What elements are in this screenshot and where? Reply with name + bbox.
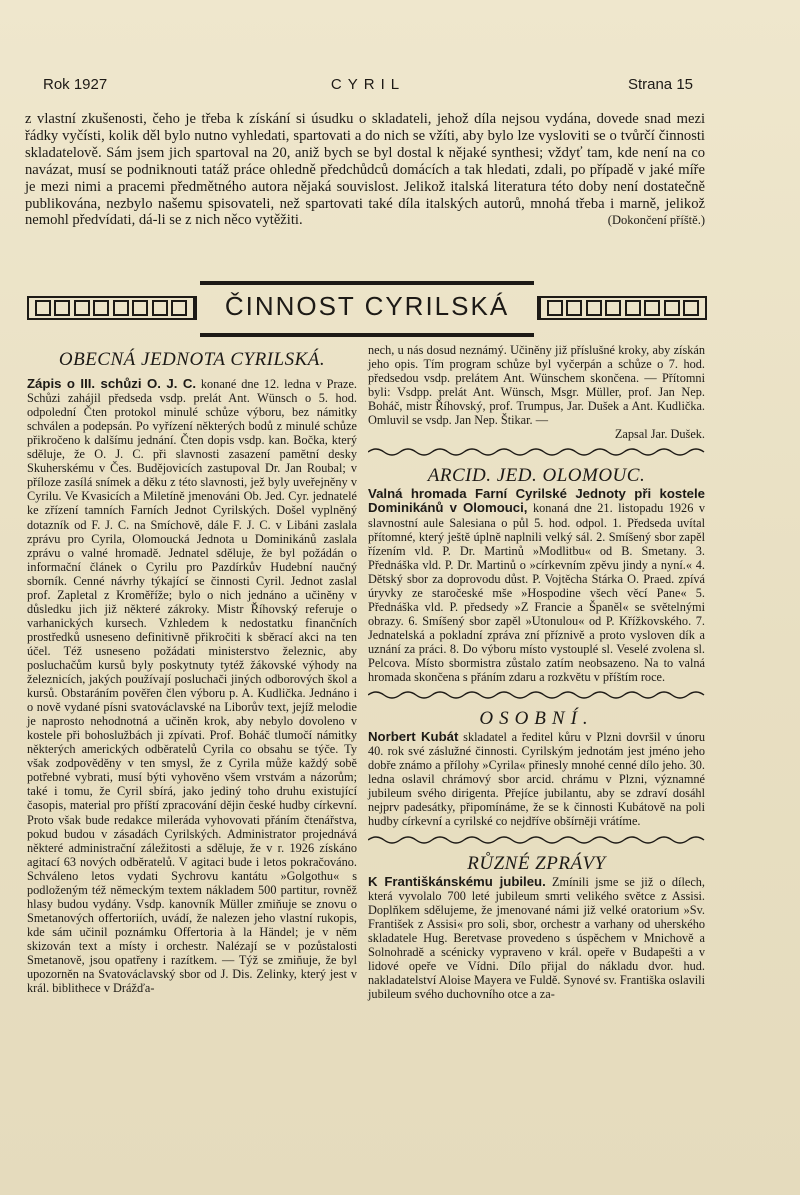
signature: Zapsal Jar. Dušek. xyxy=(614,427,705,442)
header-magazine-title: CYRIL xyxy=(330,76,406,93)
article-frantiskanske-body: Zmínili jsme se již o dílech, která vyvolalo 700 leté jubileum smrti velikého světce z Assisi. Doplňkem sdělujeme, že jmenované námi již velké oratorium »Sv. František z Assisi« pro soli, sbor, orchestr a varhany od uherského skladatele Hug. Beretvase provedeno s úspěchem v Mnichově a Solnohradě a scénicky vypraveno v král. opeře v Budapešti a v lidové opeře ve Vídni. Dílo přijal do nákladu dvor. hud. nakladatelství Aloise Mayera ve Fuldě. Synové sv. Františka oslavili jubileum svého duchovního otce a za- xyxy=(368,874,706,1001)
banner-ornament-left xyxy=(27,296,197,320)
article-valna-hromada-lead: Valná hromada Farní Cyrilské Jednoty při kostele Dominikánů v Olomouci, xyxy=(368,486,705,516)
section-heading-osobni: OSOBNÍ. xyxy=(479,708,594,730)
article-frantiskanske-lead: K Františkánskému jubileu. xyxy=(368,873,546,889)
banner-rule-top xyxy=(200,281,534,285)
section-heading-olomouc: ARCID. JED. OLOMOUC. xyxy=(427,465,646,487)
article-zapis-body: konané dne 12. ledna v Praze. Schůzi zahájil předseda vsdp. prelát Ant. Wünsch o 5. hod. odpolední Čten protokol minulé schůze výboru, bez námitky schválen a podepsán. Po vyřízení některých bodů z minulé schůze přikročeno k dalšímu jednání. Čten dopis vsdp. kan. Bočka, který sděluje, že O. J. C. při slavnosti zasazení pamětní desky Skuherskému v Čes. Budějovicích zastupoval Dr. Jan Roubal; v příloze zasílá snímek a děku z této slavnosti, jež byly uveřejněny v Cyrilu. Ve Kvasicích a Miletíně jmenováni Ob. Jed. Cyr. jednatelé ke zřízení tamních Farních Jednot Cyrilských. Došel vyplněný dotazník od F. J. C. na Smíchově, dále F. J. C. v Libáni zaslala zprávu pro Cyrila, Olomoucká Jednota u Dominikánů zaslala zprávu o valné hromadě. Jednatel sděluje, že byl požádán o informační článek o Cyrilu pro Pazdírkův Hudební naučný sborník. Cenné návrhy týkající se činnosti Cyril. Jednot zaslal prof. Zapletal z Kroměříže; bylo o nich jednáno a učiněny v důsledku jich již některé zákroky. Mistr Říhovský referuje o varhanických kursech. Vzhledem k nedostatku finančních prostředků usneseno definitivně přikročiti k sběrací akci na ten účel. Též usneseno požádati ministerstvo železnic, aby posluchačům kursů byly poskytnuty tytéž žákovské výhody na železnicích, jakých používají posluchači jiných odborových škol a kursů. Obstaráním pověřen člen výboru p. A. Kudlička. Jednáno i o nově vydané písni svatováclavské na Liborův text, jejíž melodie je naprosto nehodnotná a učiněn krok, aby nebylo dovoleno v kostele při bohoslužbách ji zpívati. Prof. Boháč tlumočí námitky některých amerických odběratelů Cyrila co obsahu se týče. Ty však zodpověděny v ten smysl, že z Cyrila může každý sobě potřebné vybrati, musí býti vyhověno všem vrstvám a názorům; také i tomu, že Cyril sbírá, jako jediný toho druhu existující časopis, material pro příští zpracování dějin české hudby církevní. Proto však bude redakce mileráda vyhovovati přáním čtenářstva, pokud budou v zásadách Cyrilských. Administrator projednává některé administrační záležitosti a sděluje, že v r. 1926 získáno agitací 63 nových odběratelů. V agitaci bude i letos pokračováno. Schváleno letos vydati Sychrovu kantátu »Golgothu« s podloženým též německým textem nákladem 500 partitur, rovněž hlasy budou vydány. Vsdp. kanovník Müller zmiňuje se znovu o Smetanových offertoriích, uvádí, že nalezen jeho vlastní rukopis, kde sám učinil poznámku Offertoria à la Händel; je v něm skizován text a místy i orchestr. Nalézají se v pozůstalosti Smetanově, jsou opatřeny i razítkem. — Týž se zmiňuje, že byl upozorněn na Svatováclavský sbor od J. Dis. Zelinky, který jest v král. biblithece v Drážďa- xyxy=(27,377,357,996)
article-frantiskanske xyxy=(368,875,705,1001)
column-left xyxy=(27,343,357,995)
article-zapis-continued: nech, u nás dosud neznámý. Učiněny již příslušné kroky, aby získán jeho opis. Tím program schůze byl vyčerpán a schůze o 7. hod. předsedou vsdp. prelátem Ant. Wünschem skončena. — Přítomni byli: Vsdpp. prelát Ant. Wünsch, Msgr. Müller, prof. Jan Nep. Boháč, mistr Říhovský, prof. Trumpus, Jar. Dušek a Ant. Kudlička. Omluvil se vsdp. Jan Nep. Štikar. — xyxy=(368,343,705,428)
banner-ornament-right xyxy=(537,296,707,320)
section-heading-obecna: OBECNÁ JEDNOTA CYRILSKÁ. xyxy=(58,349,326,370)
intro-text: z vlastní zkušenosti, čeho je třeba k získání si úsudku o skladateli, jehož díla nejsou vydána, dovede snad mezi řádky vyčísti, kolik děl bylo nutno vyhledati, spartovati a do nich se vžíti, aby bylo lze vysloviti se o tvůrčí činnosti skladatelově. Sám jsem jich spartoval na 20, aniž bych se byl dostal k nějaké synthesi; vždyť tam, kde není na co navázat, musí se podniknouti tatáž práce ohledně předchůdců domácích a tak hledati, zdali, po případě v jaké míře je mezi nimi a pracemi předmětného autora nějaká souvislost. Jelikož italská literatura této doby není dostatečně publikována, nezbylo našemu spisovateli, než spartovati také díla italských autorů, mnohá třeba i marně, jelikož nemohl předvídati, dá-li se z nich něco vytěžiti. xyxy=(25,111,705,229)
article-kubat-lead: Norbert Kubát xyxy=(368,729,459,745)
article-zapis xyxy=(27,377,357,995)
banner-rule-bottom xyxy=(200,333,534,337)
header-page-number: Strana 15 xyxy=(627,76,693,93)
article-kubat-body: skladatel a ředitel kůru v Plzni dovršil v únoru 40. rok své záslužné činnosti. Cyrilským jednotám jest jméno jeho dobře známo a přílohy »Cyrila« přinesly mnohé cenné dílo jeho. 30. ledna oslavil chrámový sbor arcid. chrámu v Plzni, významné jubileum svého dirigenta. Přejíce jubilantu, aby se zdraví dosáhl nejprv padesátky, připomínáme, že se k činnosti Kubátově na poli hudby církevní a cyrilské co nejdříve obšírněji vrátíme. xyxy=(368,730,706,829)
continued-note: (Dokončení příště.) xyxy=(607,213,705,228)
page-header xyxy=(43,76,693,96)
wave-divider xyxy=(368,834,705,846)
wave-divider xyxy=(368,446,705,458)
intro-paragraph xyxy=(25,111,705,229)
banner-title: ČINNOST CYRILSKÁ xyxy=(224,291,510,321)
article-valna-hromada xyxy=(368,487,705,684)
article-zapis-lead: Zápis o III. schůzi O. J. C. xyxy=(27,376,197,392)
article-kubat xyxy=(368,730,705,828)
column-right xyxy=(368,343,705,1001)
wave-divider xyxy=(368,689,705,701)
section-heading-ruzne: RŮZNÉ ZPRÁVY xyxy=(467,852,606,874)
section-banner xyxy=(27,281,707,337)
article-valna-hromada-body: konaná dne 21. listopadu 1926 v slavnostní aule Salesiana o půl 5. hod. odpol. 1. Předseda uvítal přítomné, který ještě úplně naplnili velký sál. 2. Smíšený sbor zapěl řízením vld. P. Dr. Martinů »Modlitbu« od B. Smetany. 3. Přednáška vld. P. Dr. Martinů o »církevním zpěvu jindy a nyní.« 4. Dětský sbor za doprovodu důst. P. Vojtěcha Stárka O. Praed. zpívá úryvky ze staročeské mše »Hospodine všech věcí Pane« 5. Přednáška vld. P. předsedy »Z Francie a Španěl« se světelnými obrazy. 6. Smíšený sbor zapěl »Utonulou« od P. Křížkovského. 7. Jednatelská a pokladní zpráva zní příznivě a proto vysloven dík a uznání za práci. 8. Do výboru místo vystouplé sl. Veselé zvolena sl. Pelcova. Místo sbormistra zůstalo zatím neobsazeno. Na to valná hromada skončena s přáním zdaru a rozkvětu v příštím roce. xyxy=(368,501,705,685)
header-year: Rok 1927 xyxy=(43,76,108,93)
